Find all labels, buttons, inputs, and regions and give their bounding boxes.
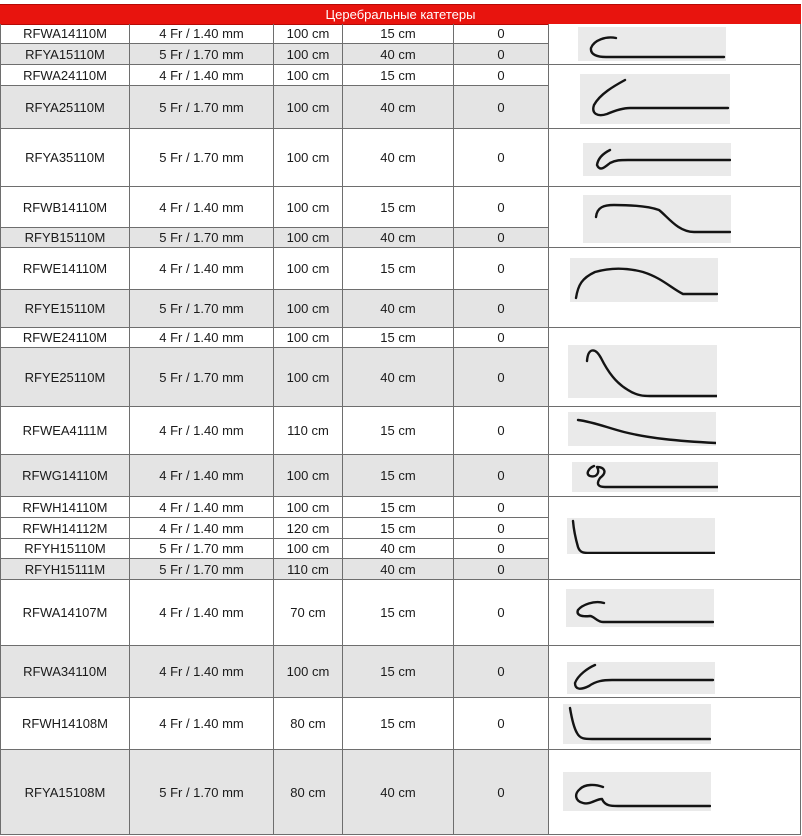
tip-length-cell: 15 cm bbox=[343, 407, 454, 455]
value-cell: 0 bbox=[454, 24, 549, 44]
value-cell: 0 bbox=[454, 518, 549, 539]
catheter-shape-simmons-icon bbox=[570, 258, 718, 302]
ref-cell: RFWB14110M bbox=[0, 187, 130, 228]
ref-cell: RFWA24110M bbox=[0, 65, 130, 86]
size-cell: 4 Fr / 1.40 mm bbox=[130, 65, 274, 86]
length-cell: 100 cm bbox=[274, 248, 343, 290]
ref-cell: RFWA34110M bbox=[0, 646, 130, 698]
catheter-shape-hook-short-icon bbox=[578, 27, 726, 61]
value-cell: 0 bbox=[454, 44, 549, 65]
size-cell: 5 Fr / 1.70 mm bbox=[130, 750, 274, 835]
ref-cell: RFYH15110M bbox=[0, 539, 130, 559]
ref-cell: RFYA25110M bbox=[0, 86, 130, 129]
length-cell: 100 cm bbox=[274, 646, 343, 698]
table-header: Церебральные катетеры bbox=[0, 4, 801, 25]
value-cell: 0 bbox=[454, 348, 549, 407]
tip-length-cell: 40 cm bbox=[343, 86, 454, 129]
ref-cell: RFYH15111M bbox=[0, 559, 130, 580]
value-cell: 0 bbox=[454, 328, 549, 348]
tip-length-cell: 15 cm bbox=[343, 65, 454, 86]
size-cell: 4 Fr / 1.40 mm bbox=[130, 646, 274, 698]
value-cell: 0 bbox=[454, 86, 549, 129]
tip-length-cell: 15 cm bbox=[343, 580, 454, 646]
length-cell: 120 cm bbox=[274, 518, 343, 539]
length-cell: 100 cm bbox=[274, 497, 343, 518]
length-cell: 100 cm bbox=[274, 129, 343, 187]
tip-length-cell: 40 cm bbox=[343, 129, 454, 187]
catheter-shape-curl-icon bbox=[572, 462, 718, 492]
size-cell: 4 Fr / 1.40 mm bbox=[130, 24, 274, 44]
tip-length-cell: 40 cm bbox=[343, 228, 454, 248]
value-cell: 0 bbox=[454, 455, 549, 497]
ref-cell: RFYA15110M bbox=[0, 44, 130, 65]
tip-length-cell: 40 cm bbox=[343, 539, 454, 559]
size-cell: 5 Fr / 1.70 mm bbox=[130, 228, 274, 248]
value-cell: 0 bbox=[454, 65, 549, 86]
length-cell: 110 cm bbox=[274, 559, 343, 580]
tip-length-cell: 15 cm bbox=[343, 248, 454, 290]
value-cell: 0 bbox=[454, 559, 549, 580]
size-cell: 4 Fr / 1.40 mm bbox=[130, 248, 274, 290]
ref-cell: RFYA15108M bbox=[0, 750, 130, 835]
value-cell: 0 bbox=[454, 187, 549, 228]
length-cell: 100 cm bbox=[274, 290, 343, 328]
tip-length-cell: 15 cm bbox=[343, 646, 454, 698]
size-cell: 4 Fr / 1.40 mm bbox=[130, 328, 274, 348]
catheter-shape-vertebral-icon bbox=[568, 412, 716, 446]
size-cell: 5 Fr / 1.70 mm bbox=[130, 290, 274, 328]
size-cell: 4 Fr / 1.40 mm bbox=[130, 698, 274, 750]
size-cell: 5 Fr / 1.70 mm bbox=[130, 44, 274, 65]
catheter-shape-hook-right-icon bbox=[567, 662, 715, 694]
tip-length-cell: 15 cm bbox=[343, 698, 454, 750]
ref-cell: RFWA14107M bbox=[0, 580, 130, 646]
size-cell: 5 Fr / 1.70 mm bbox=[130, 129, 274, 187]
size-cell: 5 Fr / 1.70 mm bbox=[130, 539, 274, 559]
catheter-shape-hook-low-icon bbox=[563, 772, 711, 811]
ref-cell: RFYE25110M bbox=[0, 348, 130, 407]
value-cell: 0 bbox=[454, 698, 549, 750]
value-cell: 0 bbox=[454, 539, 549, 559]
ref-cell: RFYB15110M bbox=[0, 228, 130, 248]
size-cell: 4 Fr / 1.40 mm bbox=[130, 518, 274, 539]
ref-cell: RFWA14110M bbox=[0, 24, 130, 44]
value-cell: 0 bbox=[454, 290, 549, 328]
length-cell: 80 cm bbox=[274, 750, 343, 835]
size-cell: 4 Fr / 1.40 mm bbox=[130, 407, 274, 455]
length-cell: 100 cm bbox=[274, 24, 343, 44]
length-cell: 100 cm bbox=[274, 348, 343, 407]
value-cell: 0 bbox=[454, 129, 549, 187]
ref-cell: RFWEA4111M bbox=[0, 407, 130, 455]
length-cell: 100 cm bbox=[274, 539, 343, 559]
ref-cell: RFWE14110M bbox=[0, 248, 130, 290]
value-cell: 0 bbox=[454, 248, 549, 290]
size-cell: 4 Fr / 1.40 mm bbox=[130, 187, 274, 228]
catheter-shape-angled-icon bbox=[567, 518, 715, 554]
tip-length-cell: 40 cm bbox=[343, 750, 454, 835]
tip-length-cell: 40 cm bbox=[343, 44, 454, 65]
ref-cell: RFWH14108M bbox=[0, 698, 130, 750]
tip-length-cell: 15 cm bbox=[343, 497, 454, 518]
length-cell: 100 cm bbox=[274, 44, 343, 65]
length-cell: 100 cm bbox=[274, 65, 343, 86]
length-cell: 80 cm bbox=[274, 698, 343, 750]
value-cell: 0 bbox=[454, 580, 549, 646]
tip-length-cell: 15 cm bbox=[343, 455, 454, 497]
ref-cell: RFWE24110M bbox=[0, 328, 130, 348]
ref-cell: RFWG14110M bbox=[0, 455, 130, 497]
ref-cell: RFWH14110M bbox=[0, 497, 130, 518]
tip-length-cell: 15 cm bbox=[343, 518, 454, 539]
length-cell: 110 cm bbox=[274, 407, 343, 455]
catheter-shape-hook-curved-icon bbox=[583, 143, 731, 176]
length-cell: 100 cm bbox=[274, 455, 343, 497]
value-cell: 0 bbox=[454, 407, 549, 455]
size-cell: 4 Fr / 1.40 mm bbox=[130, 455, 274, 497]
size-cell: 4 Fr / 1.40 mm bbox=[130, 580, 274, 646]
ref-cell: RFYA35110M bbox=[0, 129, 130, 187]
value-cell: 0 bbox=[454, 646, 549, 698]
length-cell: 70 cm bbox=[274, 580, 343, 646]
catheter-shape-hook-tall-icon bbox=[580, 74, 730, 124]
length-cell: 100 cm bbox=[274, 187, 343, 228]
catheter-shape-angled-short-icon bbox=[563, 704, 711, 744]
catheter-shape-bern-icon bbox=[583, 195, 731, 243]
size-cell: 5 Fr / 1.70 mm bbox=[130, 559, 274, 580]
tip-length-cell: 15 cm bbox=[343, 187, 454, 228]
size-cell: 5 Fr / 1.70 mm bbox=[130, 348, 274, 407]
size-cell: 4 Fr / 1.40 mm bbox=[130, 497, 274, 518]
tip-length-cell: 40 cm bbox=[343, 348, 454, 407]
length-cell: 100 cm bbox=[274, 86, 343, 129]
length-cell: 100 cm bbox=[274, 328, 343, 348]
ref-cell: RFWH14112M bbox=[0, 518, 130, 539]
value-cell: 0 bbox=[454, 497, 549, 518]
ref-cell: RFYE15110M bbox=[0, 290, 130, 328]
tip-length-cell: 40 cm bbox=[343, 290, 454, 328]
value-cell: 0 bbox=[454, 228, 549, 248]
tip-length-cell: 15 cm bbox=[343, 24, 454, 44]
size-cell: 5 Fr / 1.70 mm bbox=[130, 86, 274, 129]
catheter-shape-hook-small-icon bbox=[566, 589, 714, 627]
length-cell: 100 cm bbox=[274, 228, 343, 248]
tip-length-cell: 40 cm bbox=[343, 559, 454, 580]
tip-length-cell: 15 cm bbox=[343, 328, 454, 348]
value-cell: 0 bbox=[454, 750, 549, 835]
catheter-shape-headhunter-icon bbox=[568, 345, 717, 398]
